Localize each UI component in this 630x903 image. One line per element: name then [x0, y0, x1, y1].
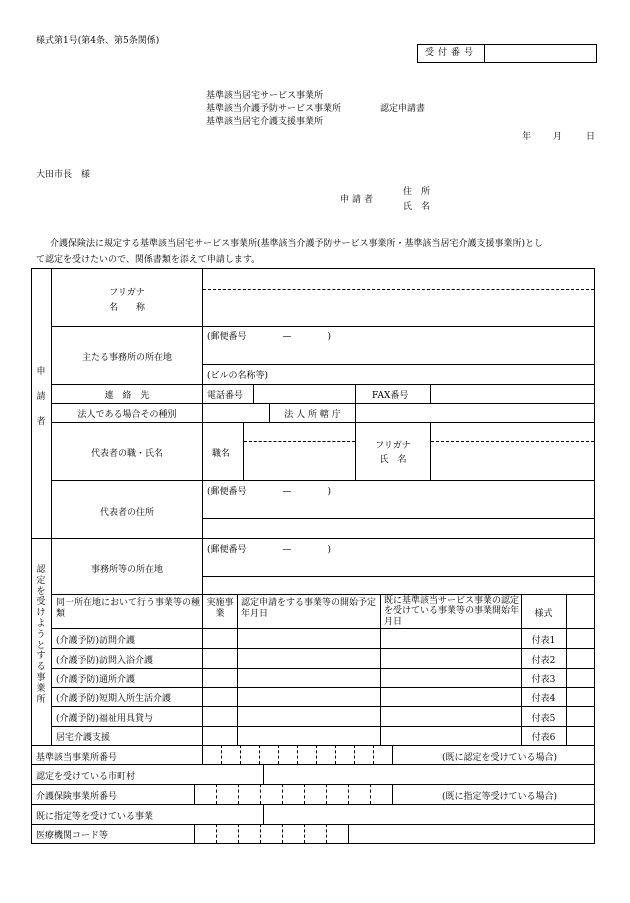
authority-label: 法 人 所 轄 庁: [284, 410, 341, 420]
insurance-number-note: (既に指定等受けている場合): [442, 792, 558, 802]
service-form: 付表1: [531, 636, 556, 646]
service-form: 付表4: [531, 694, 556, 704]
title-line-1: 基準該当居宅サービス事業所: [206, 91, 324, 101]
service-form: 付表6: [531, 733, 556, 743]
name2-label: 氏 名: [379, 455, 407, 465]
existing-business-label: 既に指定等を受けている事業: [36, 812, 154, 822]
date-year: 年: [522, 132, 532, 142]
office-location-label: 主たる事務所の所在地: [81, 353, 172, 363]
furigana-label: フリガナ: [109, 288, 145, 298]
addressee: 大田市長 様: [36, 170, 91, 180]
service-form: 付表2: [531, 656, 556, 666]
service-name: (介護予防)訪問入浴介護: [56, 656, 154, 666]
title-suffix: 認定申請書: [380, 104, 426, 114]
section-applicant-label: 申 請 者: [36, 367, 46, 427]
receipt-number-field[interactable]: [485, 45, 596, 62]
service-name: 居宅介護支援: [56, 733, 111, 743]
title-line-2: 基準該当介護予防サービス事業所: [206, 104, 342, 114]
header-form: 様式: [534, 609, 553, 619]
service-name: (介護予防)福祉用具貸与: [56, 714, 154, 724]
office-postal-field[interactable]: (郵便番号 — ): [207, 332, 332, 342]
insurance-number-label: 介護保険事業所番号: [36, 792, 118, 802]
receipt-number-label: 受付番号: [418, 45, 485, 62]
date-month: 月: [553, 132, 563, 142]
title-line-3: 基準該当居宅介護支援事業所: [206, 117, 324, 127]
rep-postal-field[interactable]: (郵便番号 — ): [207, 487, 332, 497]
office-number-note: (既に認定を受けている場合): [442, 753, 558, 763]
statement-line-1: 介護保険法に規定する基準該当居宅サービス事業所(基準該当介護予防サービス事業所・基準該当居宅介護支援事業所)とし: [50, 239, 544, 249]
office-location2-label: 事務所等の所在地: [90, 565, 163, 575]
office2-postal-field[interactable]: (郵便番号 — ): [207, 545, 332, 555]
rep-address-label: 代表者の住所: [99, 508, 154, 518]
service-form: 付表3: [531, 675, 556, 685]
applicant-label: 申請者: [340, 195, 377, 205]
form-number: 様式第1号(第4条、第5条関係): [36, 36, 160, 46]
municipality-label: 認定を受けている市町村: [36, 772, 136, 782]
service-name: (介護予防)訪問介護: [56, 636, 136, 646]
applicant-address-label: 住 所: [403, 187, 431, 197]
contact-label: 連 絡 先: [104, 391, 150, 401]
building-name-field[interactable]: (ビルの名称等): [207, 371, 269, 381]
receipt-number-box: [417, 44, 597, 63]
furigana2-label: フリガナ: [375, 441, 411, 451]
applicant-name-label: 氏 名: [403, 202, 431, 212]
office-number-label: 基準該当事業所番号: [36, 753, 118, 763]
statement-line-2: て認定を受けたいので、関係書類を添えて申請します。: [36, 255, 261, 265]
date-day: 日: [586, 132, 596, 142]
header-implemented: 実施事業: [206, 598, 234, 620]
service-name: (介護予防)通所介護: [56, 675, 136, 685]
phone-label: 電話番号: [207, 391, 244, 401]
header-service-type: 同一所在地において行う事業等の種類: [56, 598, 201, 620]
rep-title-name-label: 代表者の職・氏名: [90, 449, 163, 459]
header-start-date: 認定申請をする事業等の開始予定年月日: [241, 598, 377, 620]
service-name: (介護予防)短期入所生活介護: [56, 694, 172, 704]
service-form: 付表5: [531, 714, 556, 724]
name-label: 名 称: [108, 303, 145, 313]
fax-label: FAX番号: [372, 391, 409, 401]
section-office-label: 認 定 を 受 け よ う と す る 事 業 所: [36, 565, 46, 705]
medical-code-label: 医療機関コード等: [36, 831, 109, 841]
header-existing: 既に基準該当サービス事業の認定を受けている事業等の事業開始年月日: [384, 596, 520, 627]
corp-type-label: 法人である場合その種別: [77, 410, 177, 420]
position-label: 職名: [212, 449, 231, 459]
